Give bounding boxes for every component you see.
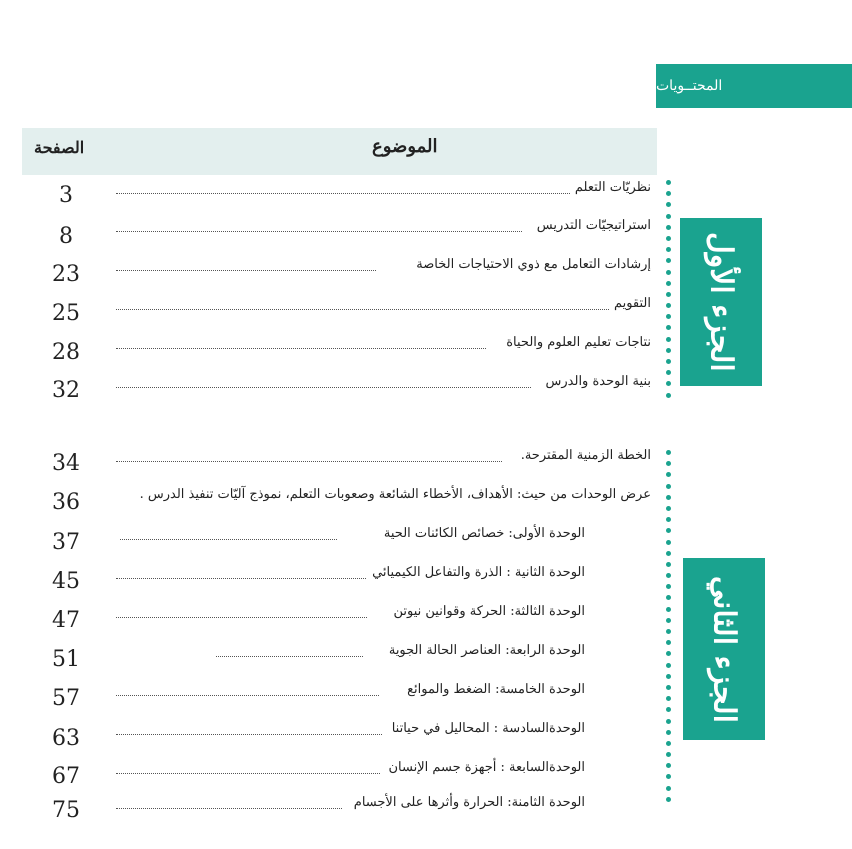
toc-entry-title: الوحدة الخامسة: الضغط والموائع bbox=[407, 682, 585, 697]
rule-dot bbox=[666, 292, 671, 297]
toc-page-number: 8 bbox=[59, 224, 73, 249]
toc-dot-leader bbox=[116, 578, 366, 579]
toc-dot-leader bbox=[116, 348, 486, 349]
toc-dot-leader bbox=[216, 656, 363, 657]
rule-dot bbox=[666, 281, 671, 286]
toc-page-number: 63 bbox=[52, 726, 80, 751]
rule-dot bbox=[666, 314, 671, 319]
rule-dot bbox=[666, 786, 671, 791]
rule-dot bbox=[666, 484, 671, 489]
toc-page-number: 57 bbox=[52, 686, 80, 711]
toc-dot-leader bbox=[116, 231, 522, 232]
toc-entry-title: عرض الوحدات من حيث: الأهداف، الأخطاء الشائعة وصعوبات التعلم، نموذج آليّات تنفيذ الدرس . bbox=[139, 487, 651, 502]
page-column-header: الصفحة bbox=[34, 138, 85, 157]
toc-page-number: 3 bbox=[59, 183, 73, 208]
toc-entry-title: الوحدة الرابعة: العناصر الحالة الجوية bbox=[388, 643, 585, 658]
rule-dot bbox=[666, 348, 671, 353]
toc-dot-leader bbox=[116, 773, 380, 774]
toc-entry-title: الوحدة الثالثة: الحركة وقوانين نيوتن bbox=[393, 604, 585, 619]
part-two-label-text: الجزء الثاني bbox=[706, 575, 742, 723]
rule-dot bbox=[666, 202, 671, 207]
table-header bbox=[22, 128, 657, 175]
rule-dot bbox=[666, 540, 671, 545]
rule-dot bbox=[666, 258, 671, 263]
rule-dot bbox=[666, 359, 671, 364]
part-two-dotted-rule bbox=[666, 450, 670, 808]
toc-page-number: 45 bbox=[52, 569, 80, 594]
rule-dot bbox=[666, 562, 671, 567]
rule-dot bbox=[666, 763, 671, 768]
toc-dot-leader bbox=[120, 539, 337, 540]
toc-page-number: 47 bbox=[52, 608, 80, 633]
toc-page-number: 34 bbox=[52, 451, 80, 476]
rule-dot bbox=[666, 719, 671, 724]
toc-entry-title: الوحدةالسادسة : المحاليل في حياتنا bbox=[391, 721, 585, 736]
rule-dot bbox=[666, 730, 671, 735]
topic-column-header: الموضوع bbox=[372, 136, 438, 157]
rule-dot bbox=[666, 651, 671, 656]
rule-dot bbox=[666, 573, 671, 578]
part-one-dotted-rule bbox=[666, 180, 670, 404]
toc-entry-title: الخطة الزمنية المقترحة. bbox=[520, 448, 651, 463]
part-one-label-text: الجزء الأول bbox=[703, 232, 739, 372]
toc-entry-title: الوحدةالسابعة : أجهزة جسم الإنسان bbox=[388, 760, 585, 775]
toc-entry-title: استراتيجيّات التدريس bbox=[536, 218, 651, 233]
toc-entry-title: الوحدة الثانية : الذرة والتفاعل الكيميائي bbox=[372, 565, 585, 580]
rule-dot bbox=[666, 797, 671, 802]
toc-page-number: 23 bbox=[52, 262, 80, 287]
rule-dot bbox=[666, 495, 671, 500]
rule-dot bbox=[666, 325, 671, 330]
toc-page-number: 67 bbox=[52, 764, 80, 789]
rule-dot bbox=[666, 674, 671, 679]
toc-page-number: 75 bbox=[52, 798, 80, 823]
toc-page-number: 25 bbox=[52, 301, 80, 326]
rule-dot bbox=[666, 618, 671, 623]
rule-dot bbox=[666, 191, 671, 196]
rule-dot bbox=[666, 640, 671, 645]
toc-page-number: 32 bbox=[52, 378, 80, 403]
toc-entry-title: الوحدة الثامنة: الحرارة وأثرها على الأجسام bbox=[353, 795, 585, 810]
toc-page-number: 28 bbox=[52, 340, 80, 365]
rule-dot bbox=[666, 472, 671, 477]
rule-dot bbox=[666, 303, 671, 308]
toc-dot-leader bbox=[116, 695, 379, 696]
toc-page-number: 51 bbox=[52, 647, 80, 672]
toc-entry-title: بنية الوحدة والدرس bbox=[545, 374, 651, 389]
toc-dot-leader bbox=[116, 617, 367, 618]
rule-dot bbox=[666, 450, 671, 455]
rule-dot bbox=[666, 696, 671, 701]
rule-dot bbox=[666, 629, 671, 634]
rule-dot bbox=[666, 551, 671, 556]
rule-dot bbox=[666, 528, 671, 533]
rule-dot bbox=[666, 337, 671, 342]
part-two-label bbox=[683, 558, 765, 740]
rule-dot bbox=[666, 461, 671, 466]
toc-dot-leader bbox=[116, 387, 531, 388]
toc-entry-title: التقويم bbox=[613, 296, 651, 311]
toc-dot-leader bbox=[116, 193, 570, 194]
rule-dot bbox=[666, 225, 671, 230]
toc-entry-title: إرشادات التعامل مع ذوي الاحتياجات الخاصة bbox=[416, 257, 651, 272]
rule-dot bbox=[666, 774, 671, 779]
rule-dot bbox=[666, 595, 671, 600]
rule-dot bbox=[666, 214, 671, 219]
rule-dot bbox=[666, 506, 671, 511]
toc-entry-title: نتاجات تعليم العلوم والحياة bbox=[506, 335, 651, 350]
rule-dot bbox=[666, 752, 671, 757]
rule-dot bbox=[666, 741, 671, 746]
toc-dot-leader bbox=[116, 270, 376, 271]
toc-dot-leader bbox=[116, 734, 382, 735]
toc-dot-leader bbox=[116, 309, 609, 310]
toc-dot-leader bbox=[116, 461, 502, 462]
toc-page-number: 37 bbox=[52, 530, 80, 555]
contents-banner: المحتــويات bbox=[656, 64, 852, 108]
toc-entry-title: نظريّات التعلم bbox=[574, 180, 651, 195]
rule-dot bbox=[666, 236, 671, 241]
rule-dot bbox=[666, 370, 671, 375]
rule-dot bbox=[666, 707, 671, 712]
rule-dot bbox=[666, 180, 671, 185]
rule-dot bbox=[666, 685, 671, 690]
rule-dot bbox=[666, 607, 671, 612]
toc-entry-title: الوحدة الأولى: خصائص الكائنات الحية bbox=[383, 526, 585, 541]
rule-dot bbox=[666, 381, 671, 386]
part-one-label bbox=[680, 218, 762, 386]
toc-page-number: 36 bbox=[52, 490, 80, 515]
rule-dot bbox=[666, 584, 671, 589]
toc-dot-leader bbox=[116, 808, 342, 809]
rule-dot bbox=[666, 517, 671, 522]
rule-dot bbox=[666, 270, 671, 275]
rule-dot bbox=[666, 247, 671, 252]
rule-dot bbox=[666, 663, 671, 668]
rule-dot bbox=[666, 393, 671, 398]
